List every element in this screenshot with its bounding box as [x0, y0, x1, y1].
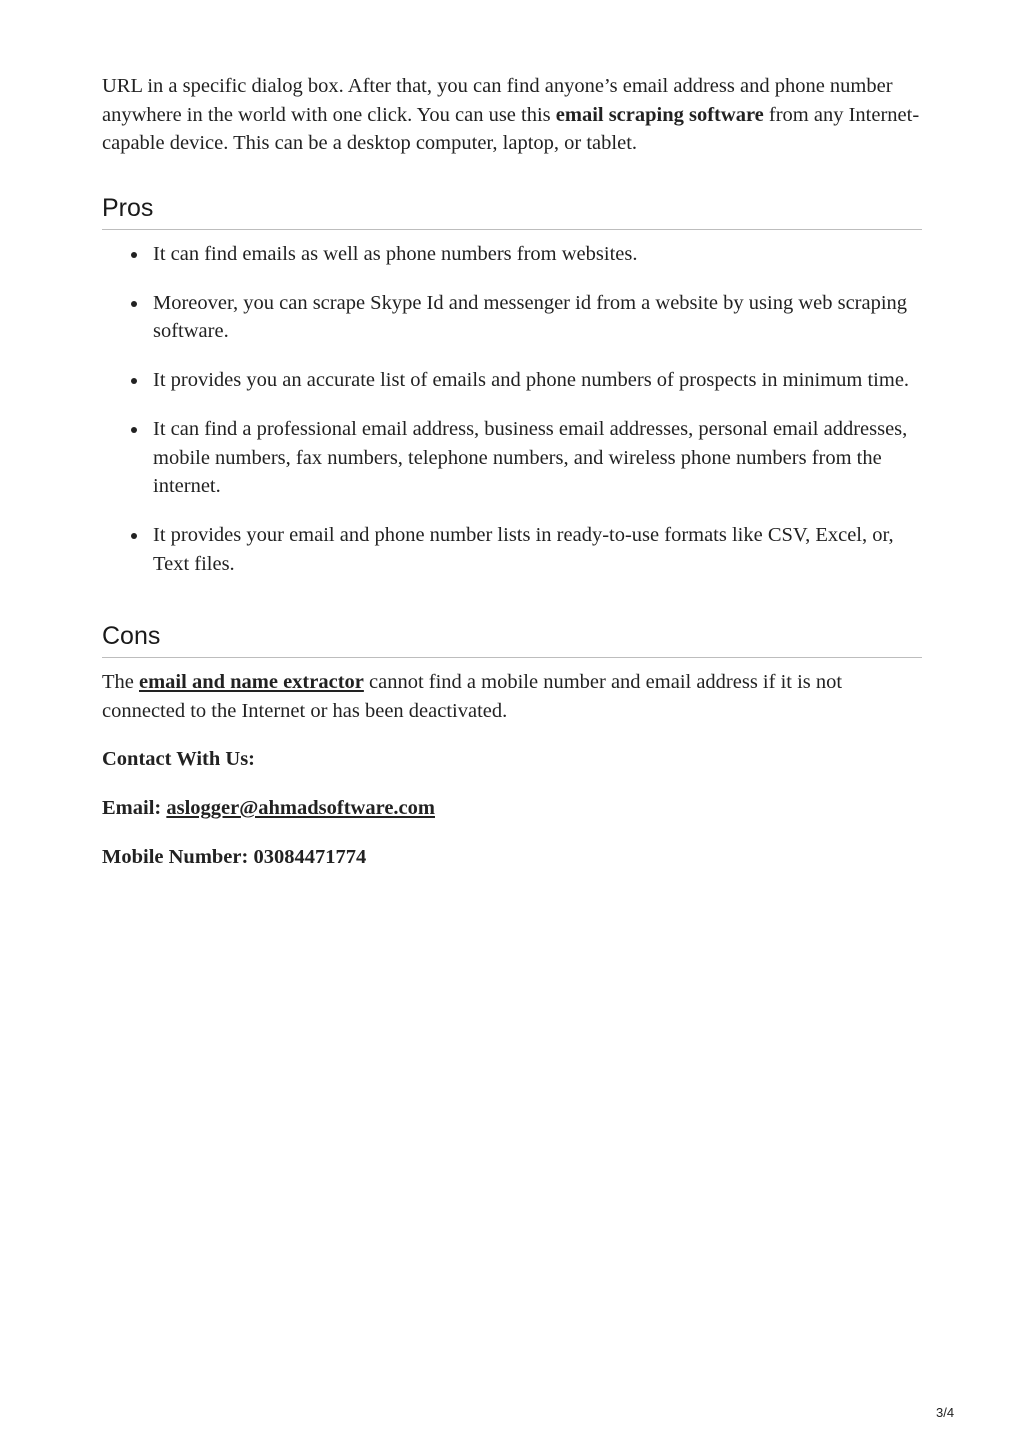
pros-heading: Pros	[102, 192, 922, 230]
intro-text-1: URL in a specific dialog box. After that, you can find anyone’s email address and phone number anywhere in the world with one click. You can use this	[102, 75, 893, 126]
intro-text-2: from any Internet-capable device. This can be a desktop computer, laptop, or tablet.	[102, 103, 920, 154]
cons-paragraph	[102, 668, 922, 725]
email-label: Email:	[102, 797, 167, 819]
contact-mobile: Mobile Number: 03084471774	[102, 846, 367, 868]
pros-item: It provides your email and phone number lists in ready-to-use formats like CSV, Excel, or, Text files.	[153, 521, 922, 578]
email-name-extractor-link[interactable]: email and name extractor	[139, 671, 364, 693]
email-link[interactable]: aslogger@ahmadsoftware.com	[166, 797, 435, 819]
page-number: 3/4	[936, 1405, 955, 1420]
pros-list	[102, 240, 922, 579]
cons-text-2: cannot find a mobile number and email address if it is not connected to the Internet or has been deactivated.	[102, 671, 843, 722]
document-body	[102, 72, 922, 892]
pros-item: It can find emails as well as phone numbers from websites.	[153, 240, 922, 269]
cons-text-1: The	[102, 671, 139, 693]
contact-heading: Contact With Us:	[102, 748, 255, 770]
contact-email	[102, 794, 922, 823]
intro-paragraph	[102, 72, 922, 158]
cons-heading: Cons	[102, 620, 922, 658]
pros-item: It provides you an accurate list of emails and phone numbers of prospects in minimum time.	[153, 366, 922, 395]
pros-item: It can find a professional email address, business email addresses, personal email addresses, mobile numbers, fax numbers, telephone numbers, and wireless phone numbers from the internet.	[153, 415, 922, 501]
intro-bold-keyword: email scraping software	[555, 103, 764, 126]
pros-item: Moreover, you can scrape Skype Id and messenger id from a website by using web scraping software.	[153, 289, 922, 346]
